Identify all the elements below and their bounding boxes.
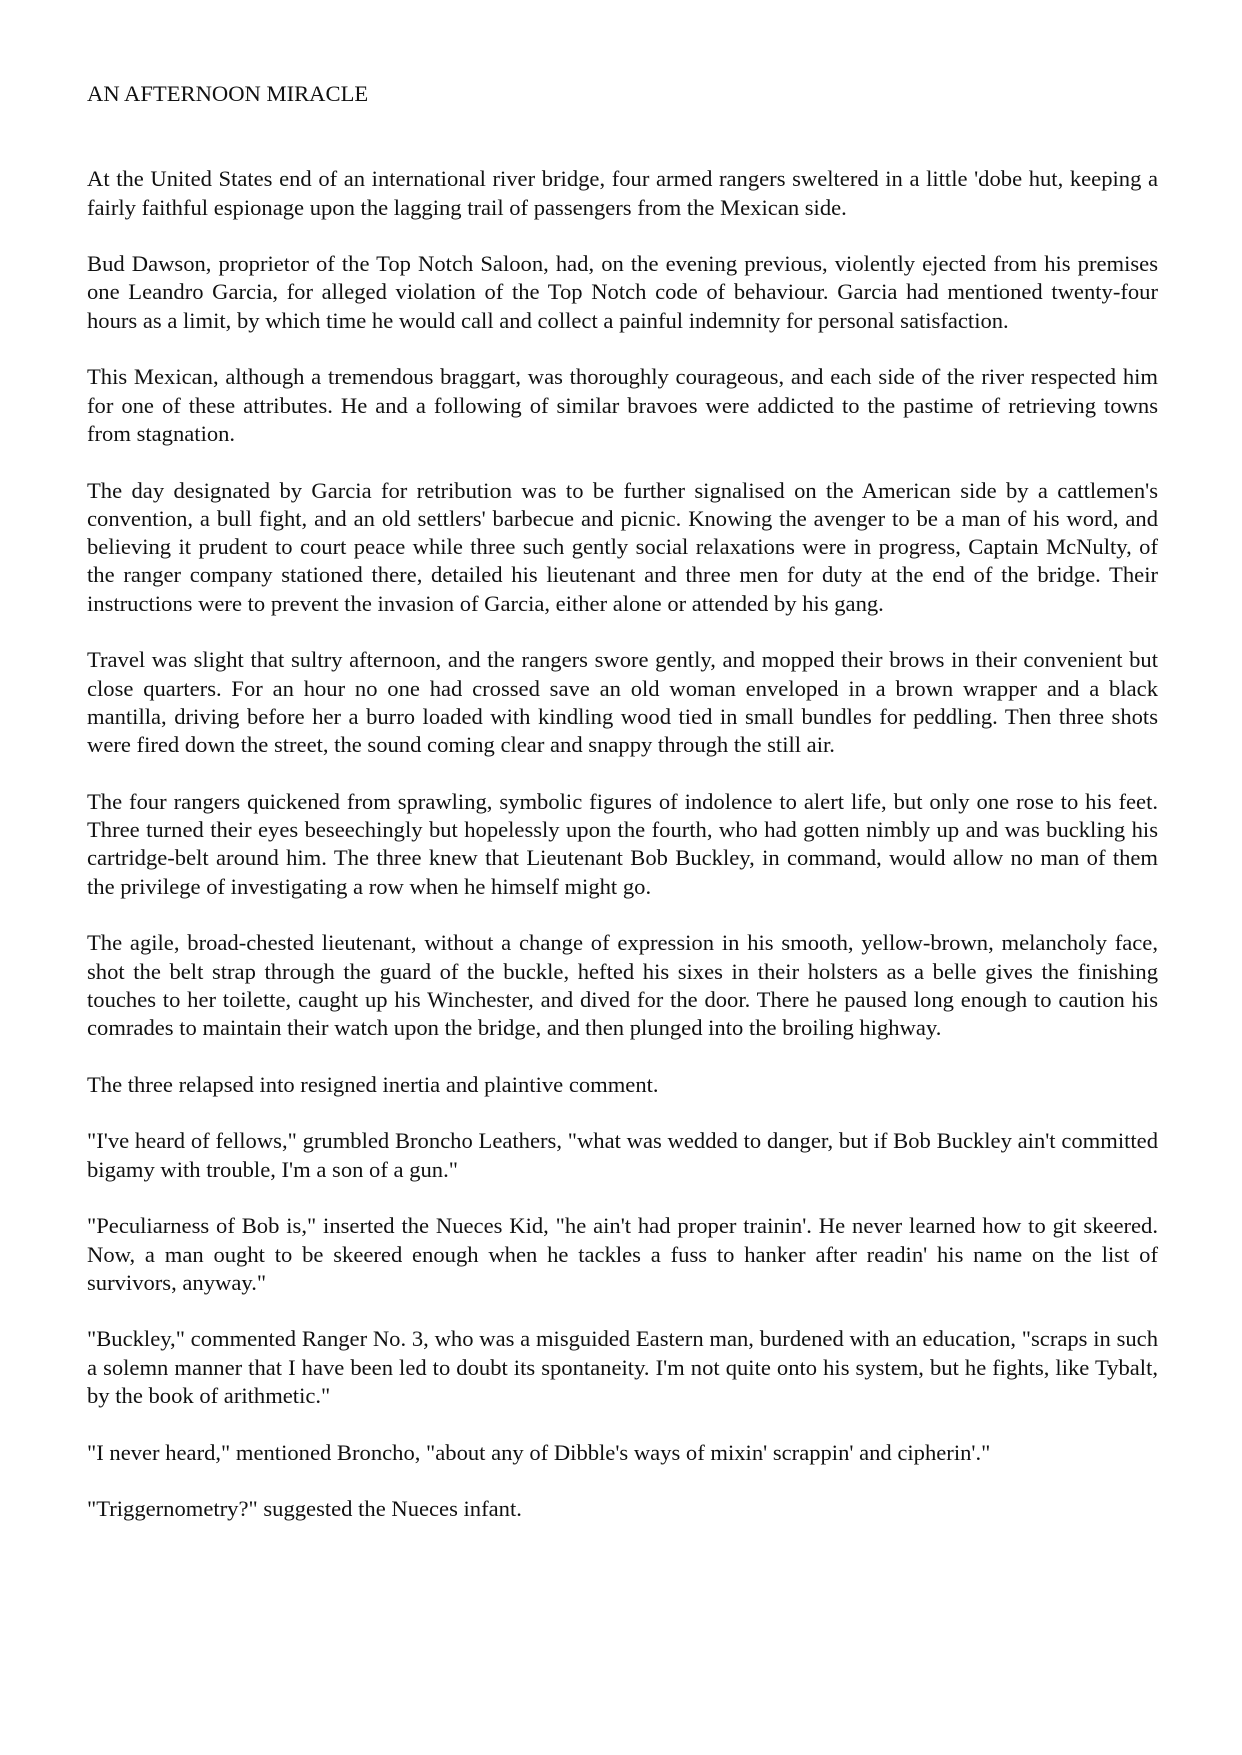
paragraph: Travel was slight that sultry afternoon, and the rangers swore gently, and mopped their brows in their convenient but close quarters. For an hour no one had crossed save an old woman enveloped in a brown wrapper and a black mantilla, driving before her a burro loaded with kindling wood tied in small bundles for peddling. Then three shots were fired down the street, the sound coming clear and snappy through the still air. — [87, 647, 1158, 758]
paragraph: The four rangers quickened from sprawling, symbolic figures of indolence to alert life, but only one rose to his feet. Three turned their eyes beseechingly but hopelessly upon the fourth, who had gotten nimbly up and was buckling his cartridge-belt around him. The three knew that Lieutenant Bob Buckley, in command, would allow no man of them the privilege of investigating a row when he himself might go. — [87, 788, 1158, 899]
paragraph: The agile, broad-chested lieutenant, without a change of expression in his smooth, yellow-brown, melancholy face, shot the belt strap through the guard of the buckle, hefted his sixes in their holsters as a belle gives the finishing touches to her toilette, caught up his Winchester, and dived for the door. There he paused long enough to caution his comrades to maintain their watch upon the bridge, and then plunged into the broiling highway. — [87, 930, 1158, 1041]
paragraph: At the United States end of an international river bridge, four armed rangers sweltered in a little 'dobe hut, keeping a fairly faithful espionage upon the lagging trail of passengers from the Mexican side. — [87, 166, 1158, 220]
paragraph: "Peculiarness of Bob is," inserted the Nueces Kid, "he ain't had proper trainin'. He never learned how to git skeered. Now, a man ought to be skeered enough when he tackles a fuss to hanker after readin' his name on the list of survivors, anyway." — [87, 1213, 1158, 1295]
paragraph: The day designated by Garcia for retribution was to be further signalised on the American side by a cattlemen's convention, a bull fight, and an old settlers' barbecue and picnic. Knowing the avenger to be a man of his word, and believing it prudent to court peace while three such gently social relaxations were in progress, Captain McNulty, of the ranger company stationed there, detailed his lieutenant and three men for duty at the end of the bridge. Their instructions were to prevent the invasion of Garcia, either alone or attended by his gang. — [87, 477, 1158, 616]
story-title: AN AFTERNOON MIRACLE — [87, 81, 369, 106]
paragraph: "Triggernometry?" suggested the Nueces infant. — [87, 1496, 522, 1522]
paragraph: "Buckley," commented Ranger No. 3, who was a misguided Eastern man, burdened with an education, "scraps in such a solemn manner that I have been led to doubt its spontaneity. I'm not quite onto his system, but he fights, like Tybalt, by the book of arithmetic." — [87, 1326, 1158, 1409]
paragraph: This Mexican, although a tremendous braggart, was thoroughly courageous, and each side of the river respected him for one of these attributes. He and a following of similar bravoes were addicted to the pastime of retrieving towns from stagnation. — [87, 364, 1158, 446]
paragraph: "I've heard of fellows," grumbled Broncho Leathers, "what was wedded to danger, but if Bob Buckley ain't committed bigamy with trouble, I'm a son of a gun." — [87, 1128, 1158, 1182]
document-page — [87, 80, 1158, 1552]
paragraph: Bud Dawson, proprietor of the Top Notch Saloon, had, on the evening previous, violently ejected from his premises one Leandro Garcia, for alleged violation of the Top Notch code of behaviour. Garcia had mentioned twenty-four hours as a limit, by which time he would call and collect a painful indemnity for personal satisfaction. — [87, 251, 1158, 333]
paragraph: The three relapsed into resigned inertia and plaintive comment. — [87, 1071, 659, 1097]
paragraph: "I never heard," mentioned Broncho, "about any of Dibble's ways of mixin' scrappin' and cipherin'." — [87, 1439, 991, 1465]
